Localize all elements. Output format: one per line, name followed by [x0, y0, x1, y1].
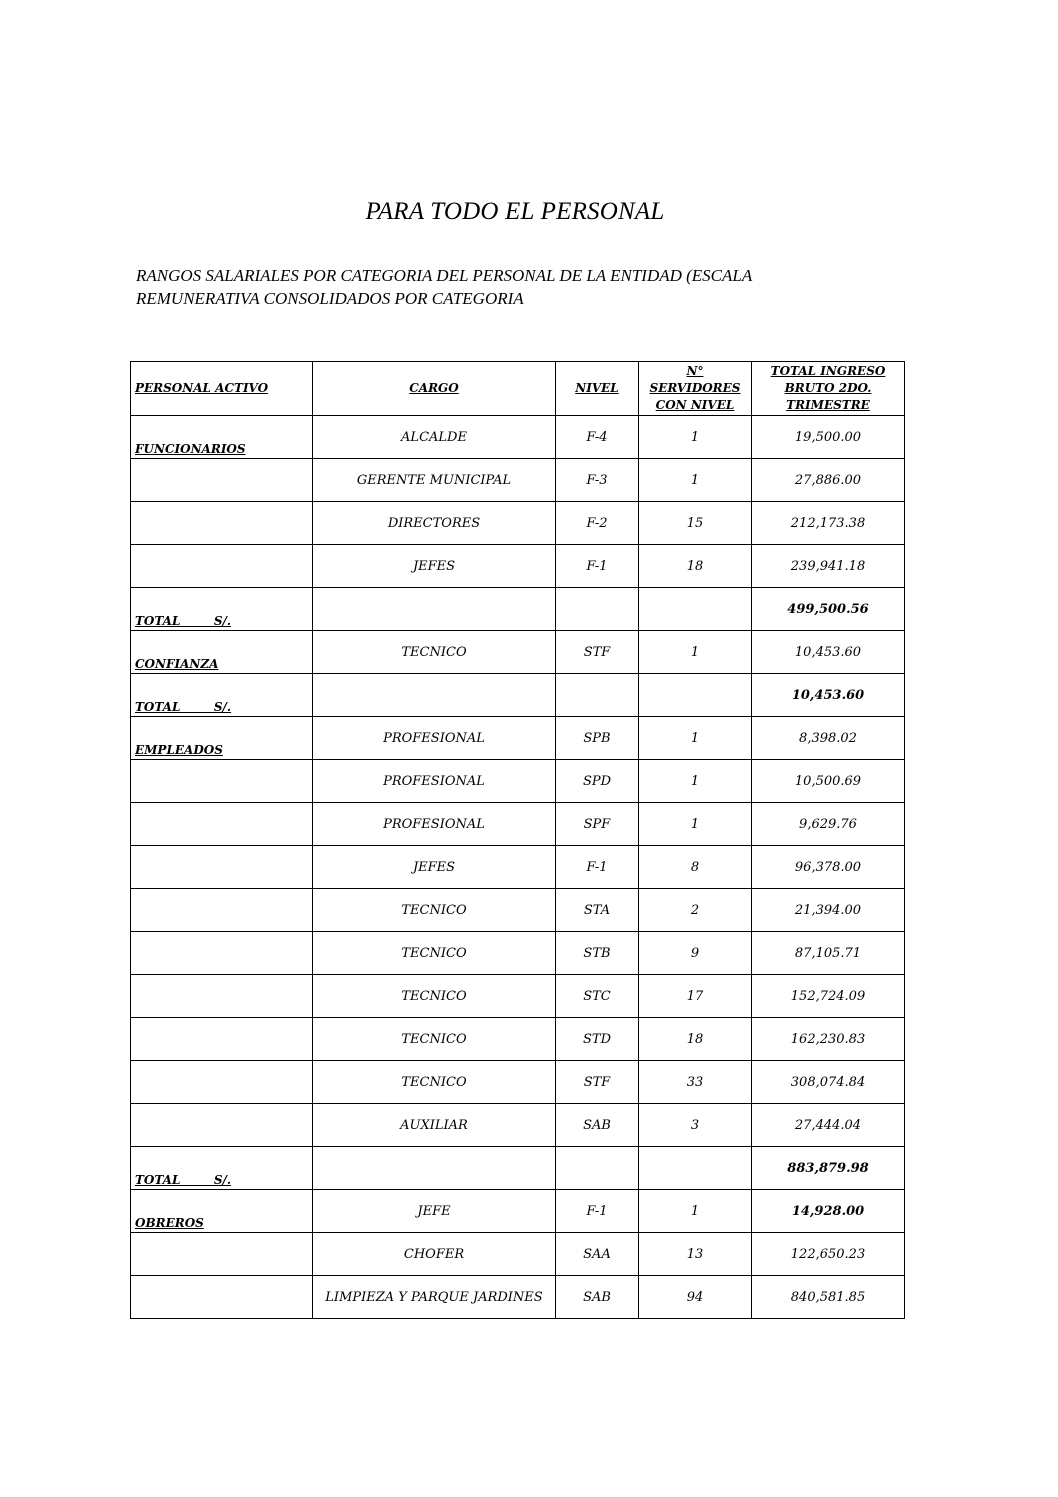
nivel-cell: STB	[556, 932, 639, 975]
header-total-line-2: BRUTO 2DO.	[784, 381, 872, 395]
total-cell: 10,500.69	[752, 760, 905, 803]
category-cell	[131, 846, 313, 889]
total-cell: 10,453.60	[752, 674, 905, 717]
header-cargo: CARGO	[313, 362, 556, 416]
table-row	[131, 889, 905, 932]
header-servidores-line-1: N°	[686, 364, 704, 378]
total-cell: 96,378.00	[752, 846, 905, 889]
category-cell	[131, 1276, 313, 1319]
nivel-cell: F-1	[556, 1190, 639, 1233]
servidores-cell: 13	[639, 1233, 752, 1276]
header-servidores-line-2: SERVIDORES	[649, 381, 741, 395]
nivel-cell: STC	[556, 975, 639, 1018]
header-total-line-1: TOTAL INGRESO	[770, 364, 886, 378]
servidores-cell: 1	[639, 717, 752, 760]
header-nivel: NIVEL	[556, 362, 639, 416]
table-row	[131, 1018, 905, 1061]
servidores-cell: 18	[639, 1018, 752, 1061]
category-cell	[131, 1233, 313, 1276]
total-cell: 19,500.00	[752, 416, 905, 459]
servidores-cell	[639, 588, 752, 631]
category-cell	[131, 932, 313, 975]
cargo-cell: JEFES	[313, 846, 556, 889]
nivel-cell: STF	[556, 1061, 639, 1104]
nivel-cell: SPF	[556, 803, 639, 846]
servidores-cell: 1	[639, 416, 752, 459]
cargo-cell: TECNICO	[313, 932, 556, 975]
total-cell: 27,886.00	[752, 459, 905, 502]
table-row	[131, 846, 905, 889]
cargo-cell: TECNICO	[313, 975, 556, 1018]
servidores-cell: 94	[639, 1276, 752, 1319]
category-cell	[131, 889, 313, 932]
table-row	[131, 1147, 905, 1190]
cargo-cell: TECNICO	[313, 631, 556, 674]
category-cell: EMPLEADOS	[131, 717, 313, 760]
cargo-cell: PROFESIONAL	[313, 803, 556, 846]
cargo-cell	[313, 1147, 556, 1190]
category-cell: TOTAL S/.	[131, 674, 313, 717]
table-row	[131, 1233, 905, 1276]
nivel-cell: F-1	[556, 545, 639, 588]
header-total-ingreso	[752, 362, 905, 416]
total-cell: 212,173.38	[752, 502, 905, 545]
description-line-1: RANGOS SALARIALES POR CATEGORIA DEL PERSONAL DE LA ENTIDAD (ESCALA	[136, 266, 753, 285]
servidores-cell: 17	[639, 975, 752, 1018]
total-cell: 27,444.04	[752, 1104, 905, 1147]
nivel-cell	[556, 674, 639, 717]
table-description	[136, 264, 916, 310]
header-personal-activo: PERSONAL ACTIVO	[131, 362, 313, 416]
nivel-cell: SAB	[556, 1104, 639, 1147]
category-cell	[131, 1061, 313, 1104]
category-cell: TOTAL S/.	[131, 1147, 313, 1190]
nivel-cell: STF	[556, 631, 639, 674]
table-row	[131, 674, 905, 717]
header-servidores-line-3: CON NIVEL	[655, 398, 735, 412]
table-row	[131, 975, 905, 1018]
nivel-cell	[556, 588, 639, 631]
cargo-cell	[313, 674, 556, 717]
table-row	[131, 1061, 905, 1104]
description-line-2: REMUNERATIVA CONSOLIDADOS POR CATEGORIA	[136, 289, 524, 308]
servidores-cell: 9	[639, 932, 752, 975]
cargo-cell: TECNICO	[313, 889, 556, 932]
nivel-cell: SAA	[556, 1233, 639, 1276]
table-row	[131, 760, 905, 803]
cargo-cell: CHOFER	[313, 1233, 556, 1276]
servidores-cell: 2	[639, 889, 752, 932]
table-row	[131, 717, 905, 760]
table-row	[131, 416, 905, 459]
nivel-cell: F-1	[556, 846, 639, 889]
nivel-cell: SPD	[556, 760, 639, 803]
servidores-cell: 1	[639, 631, 752, 674]
table-body	[131, 416, 905, 1319]
servidores-cell	[639, 674, 752, 717]
table-row	[131, 1190, 905, 1233]
cargo-cell: DIRECTORES	[313, 502, 556, 545]
nivel-cell: F-4	[556, 416, 639, 459]
table-row	[131, 459, 905, 502]
total-cell: 308,074.84	[752, 1061, 905, 1104]
cargo-cell: JEFE	[313, 1190, 556, 1233]
category-cell	[131, 975, 313, 1018]
category-cell: FUNCIONARIOS	[131, 416, 313, 459]
page-title: PARA TODO EL PERSONAL	[365, 198, 665, 225]
table-row	[131, 1104, 905, 1147]
servidores-cell: 3	[639, 1104, 752, 1147]
total-cell: 87,105.71	[752, 932, 905, 975]
cargo-cell: PROFESIONAL	[313, 717, 556, 760]
nivel-cell: F-2	[556, 502, 639, 545]
servidores-cell: 1	[639, 1190, 752, 1233]
total-cell: 499,500.56	[752, 588, 905, 631]
servidores-cell: 33	[639, 1061, 752, 1104]
cargo-cell: TECNICO	[313, 1018, 556, 1061]
total-cell: 152,724.09	[752, 975, 905, 1018]
category-cell	[131, 760, 313, 803]
nivel-cell: SPB	[556, 717, 639, 760]
header-servidores	[639, 362, 752, 416]
total-cell: 21,394.00	[752, 889, 905, 932]
servidores-cell: 18	[639, 545, 752, 588]
category-cell: TOTAL S/.	[131, 588, 313, 631]
servidores-cell: 15	[639, 502, 752, 545]
cargo-cell	[313, 588, 556, 631]
total-cell: 162,230.83	[752, 1018, 905, 1061]
total-cell: 9,629.76	[752, 803, 905, 846]
total-cell: 122,650.23	[752, 1233, 905, 1276]
table-row	[131, 1276, 905, 1319]
category-cell	[131, 459, 313, 502]
cargo-cell: GERENTE MUNICIPAL	[313, 459, 556, 502]
servidores-cell: 1	[639, 803, 752, 846]
header-total-line-3: TRIMESTRE	[786, 398, 870, 412]
nivel-cell: F-3	[556, 459, 639, 502]
total-cell: 883,879.98	[752, 1147, 905, 1190]
salary-table	[130, 361, 905, 1319]
cargo-cell: LIMPIEZA Y PARQUE JARDINES	[313, 1276, 556, 1319]
category-cell	[131, 545, 313, 588]
category-cell	[131, 502, 313, 545]
cargo-cell: AUXILIAR	[313, 1104, 556, 1147]
total-cell: 239,941.18	[752, 545, 905, 588]
total-cell: 840,581.85	[752, 1276, 905, 1319]
table-row	[131, 631, 905, 674]
servidores-cell: 1	[639, 459, 752, 502]
cargo-cell: PROFESIONAL	[313, 760, 556, 803]
table-row	[131, 502, 905, 545]
table-row	[131, 803, 905, 846]
table-row	[131, 932, 905, 975]
category-cell	[131, 803, 313, 846]
cargo-cell: TECNICO	[313, 1061, 556, 1104]
nivel-cell: SAB	[556, 1276, 639, 1319]
nivel-cell: STA	[556, 889, 639, 932]
cargo-cell: JEFES	[313, 545, 556, 588]
total-cell: 8,398.02	[752, 717, 905, 760]
category-cell	[131, 1104, 313, 1147]
category-cell	[131, 1018, 313, 1061]
category-cell: CONFIANZA	[131, 631, 313, 674]
servidores-cell: 8	[639, 846, 752, 889]
table-row	[131, 545, 905, 588]
header-row	[131, 362, 905, 416]
servidores-cell	[639, 1147, 752, 1190]
total-cell: 10,453.60	[752, 631, 905, 674]
category-cell: OBREROS	[131, 1190, 313, 1233]
cargo-cell: ALCALDE	[313, 416, 556, 459]
total-cell: 14,928.00	[752, 1190, 905, 1233]
nivel-cell: STD	[556, 1018, 639, 1061]
table-row	[131, 588, 905, 631]
nivel-cell	[556, 1147, 639, 1190]
servidores-cell: 1	[639, 760, 752, 803]
